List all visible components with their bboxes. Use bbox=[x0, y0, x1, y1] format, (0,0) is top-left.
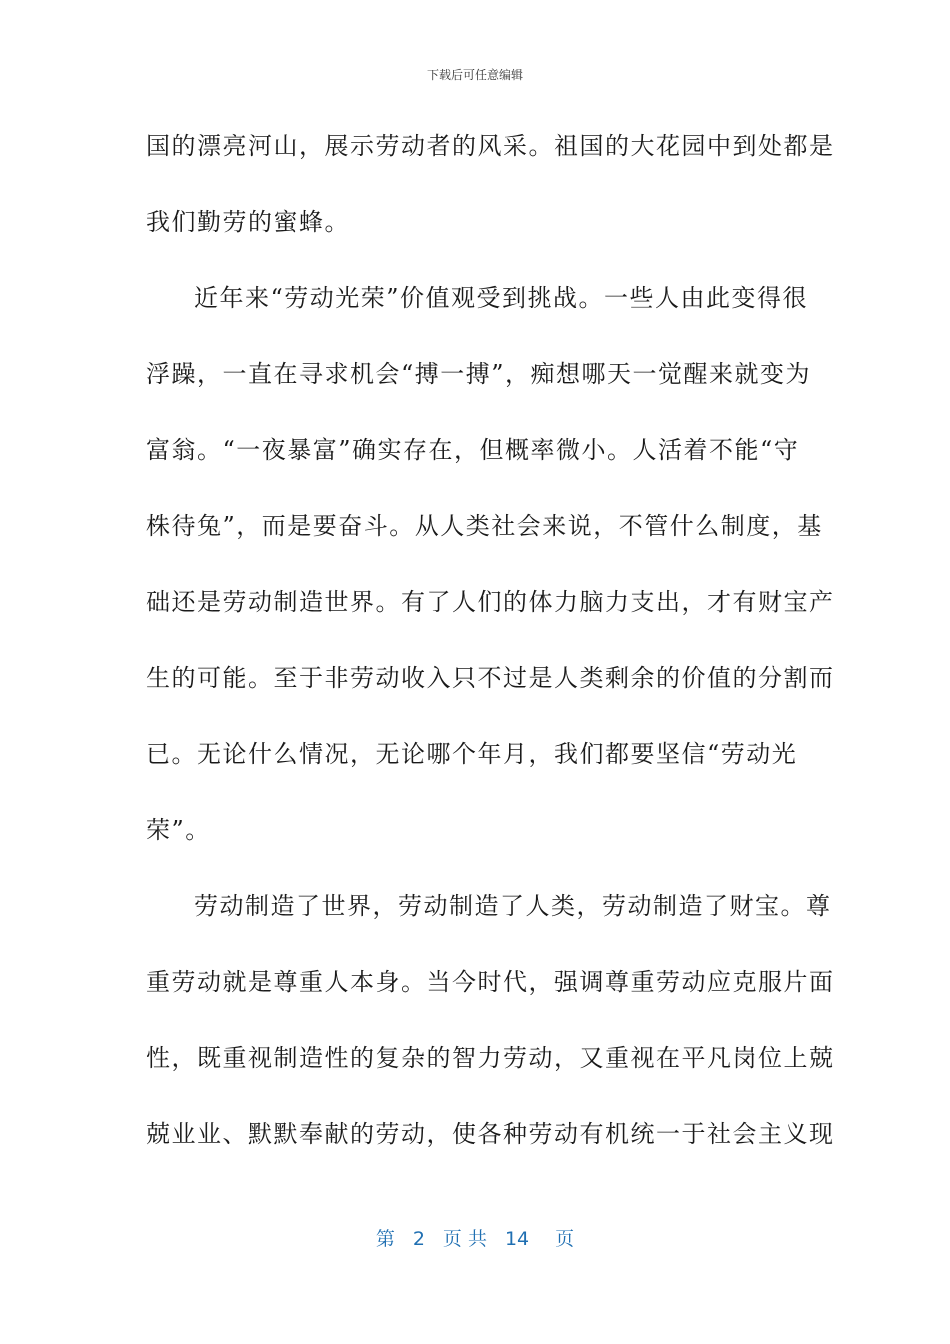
current-page-number: 2 bbox=[412, 1228, 425, 1250]
total-page-number: 14 bbox=[504, 1228, 530, 1250]
text-line: 兢业业、默默奉献的劳动，使各种劳动有机统一于社会主义现 bbox=[146, 1120, 835, 1148]
text-line: 性，既重视制造性的复杂的智力劳动，又重视在平凡岗位上兢 bbox=[146, 1044, 835, 1072]
text-line: 浮躁，一直在寻求机会“搏一搏”，痴想哪天一觉醒来就变为 bbox=[146, 360, 812, 388]
text-line: 已。无论什么情况，无论哪个年月，我们都要坚信“劳动光 bbox=[146, 740, 798, 768]
page-footer bbox=[0, 1224, 950, 1251]
footer-prefix: 第 bbox=[375, 1228, 395, 1250]
text-line: 近年来“劳动光荣”价值观受到挑战。一些人由此变得很 bbox=[194, 284, 809, 312]
text-line: 生的可能。至于非劳动收入只不过是人类剩余的价值的分割而 bbox=[146, 664, 835, 692]
header-note: 下载后可任意编辑 bbox=[426, 68, 523, 82]
text-line: 国的漂亮河山，展示劳动者的风采。祖国的大花园中到处都是 bbox=[146, 132, 835, 160]
text-line: 富翁。“一夜暴富”确实存在，但概率微小。人活着不能“守 bbox=[146, 436, 800, 464]
footer-suffix: 页 bbox=[555, 1228, 575, 1250]
footer-middle: 页 共 bbox=[442, 1228, 487, 1250]
text-line: 重劳动就是尊重人本身。当今时代，强调尊重劳动应克服片面 bbox=[146, 968, 835, 996]
text-line: 我们勤劳的蜜蜂。 bbox=[146, 208, 350, 236]
text-line: 劳动制造了世界，劳动制造了人类，劳动制造了财宝。尊 bbox=[194, 892, 832, 920]
text-line: 荣”。 bbox=[146, 816, 211, 844]
text-line: 株待兔”，而是要奋斗。从人类社会来说，不管什么制度，基 bbox=[146, 512, 823, 540]
document-body bbox=[146, 124, 835, 1188]
text-line: 础还是劳动制造世界。有了人们的体力脑力支出，才有财宝产 bbox=[146, 588, 835, 616]
